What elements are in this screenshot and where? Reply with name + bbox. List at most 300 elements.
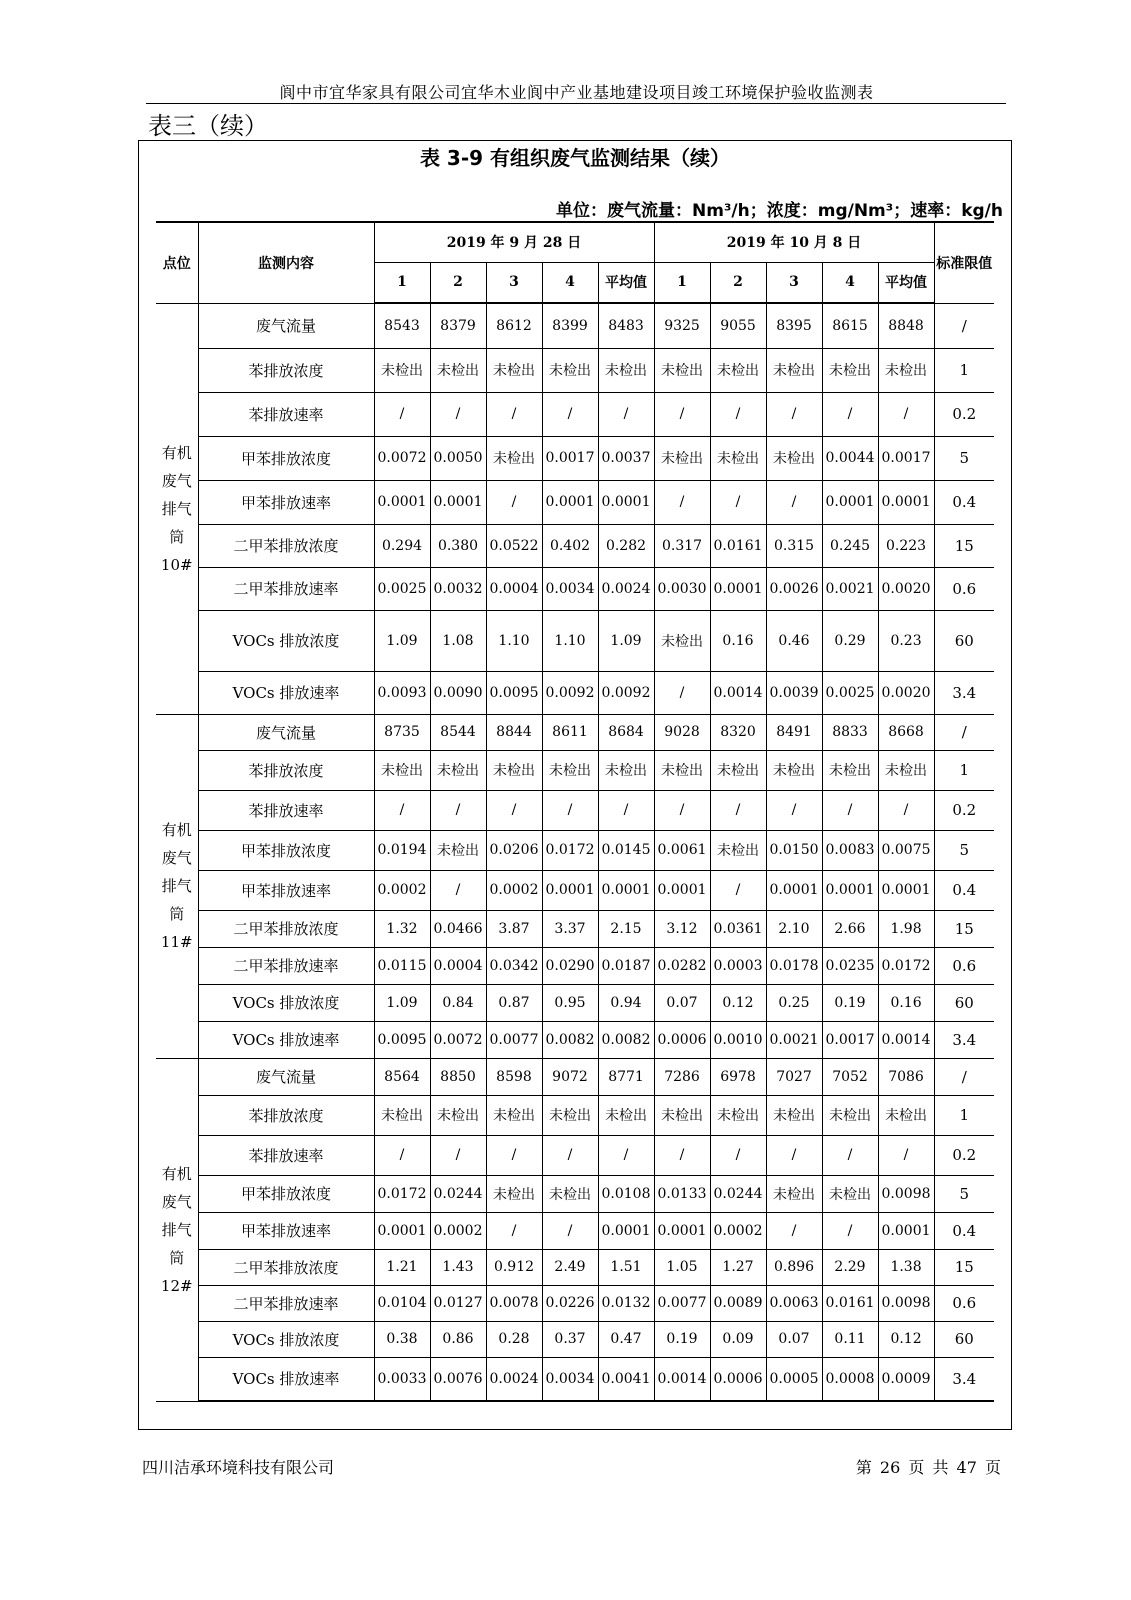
value-cell: 0.0172	[878, 947, 934, 984]
header-sub: 1	[654, 262, 710, 303]
value-cell: 8844	[486, 714, 542, 750]
value-cell: /	[654, 790, 710, 830]
value-cell: 未检出	[654, 436, 710, 480]
table-row	[156, 392, 994, 436]
value-cell: /	[654, 480, 710, 524]
value-cell: 0.0034	[542, 567, 598, 610]
monitoring-point: 有机废气排气筒10#	[156, 303, 198, 714]
value-cell: 0.86	[430, 1321, 486, 1357]
table-row	[156, 910, 994, 947]
value-cell: /	[766, 1135, 822, 1175]
value-cell: 0.07	[654, 984, 710, 1021]
value-cell: 8399	[542, 303, 598, 348]
standard-limit: 5	[934, 436, 994, 480]
value-cell: 0.09	[710, 1321, 766, 1357]
value-cell: 未检出	[486, 750, 542, 790]
table-row	[156, 524, 994, 567]
value-cell: 0.94	[598, 984, 654, 1021]
value-cell: /	[486, 392, 542, 436]
table-body	[156, 303, 994, 1401]
value-cell: /	[598, 392, 654, 436]
value-cell: 0.19	[654, 1321, 710, 1357]
value-cell: 未检出	[374, 1095, 430, 1135]
value-cell: 0.0178	[766, 947, 822, 984]
monitoring-item: 甲苯排放浓度	[198, 830, 374, 870]
value-cell: 0.0082	[598, 1021, 654, 1058]
value-cell: /	[710, 870, 766, 910]
footer-page-number: 第 26 页 共 47 页	[855, 1458, 1001, 1477]
value-cell: 0.0002	[430, 1212, 486, 1249]
value-cell: 0.0095	[374, 1021, 430, 1058]
table-row	[156, 1095, 994, 1135]
value-cell: 0.282	[598, 524, 654, 567]
value-cell: 0.16	[878, 984, 934, 1021]
value-cell: 0.0002	[486, 870, 542, 910]
value-cell: 未检出	[374, 348, 430, 392]
value-cell: 0.0034	[542, 1357, 598, 1401]
value-cell: 0.0161	[822, 1285, 878, 1321]
value-cell: 0.315	[766, 524, 822, 567]
value-cell: 0.0194	[374, 830, 430, 870]
value-cell: 0.28	[486, 1321, 542, 1357]
value-cell: /	[654, 1135, 710, 1175]
header-sub: 3	[486, 262, 542, 303]
value-cell: 未检出	[766, 750, 822, 790]
table-row	[156, 610, 994, 671]
standard-limit: 3.4	[934, 1357, 994, 1401]
value-cell: 0.0032	[430, 567, 486, 610]
monitoring-item: VOCs 排放速率	[198, 1021, 374, 1058]
value-cell: 未检出	[766, 1175, 822, 1212]
value-cell: 8615	[822, 303, 878, 348]
table-row	[156, 1175, 994, 1212]
footer-company: 四川洁承环境科技有限公司	[142, 1458, 335, 1477]
value-cell: /	[542, 1212, 598, 1249]
table-row	[156, 870, 994, 910]
monitoring-item: 苯排放速率	[198, 392, 374, 436]
value-cell: 0.0092	[542, 671, 598, 714]
header-sub: 4	[822, 262, 878, 303]
monitoring-item: 废气流量	[198, 303, 374, 348]
table-row	[156, 1212, 994, 1249]
value-cell: 0.0001	[710, 567, 766, 610]
value-cell: 8395	[766, 303, 822, 348]
monitoring-item: 甲苯排放速率	[198, 480, 374, 524]
value-cell: /	[430, 392, 486, 436]
value-cell: 0.0037	[598, 436, 654, 480]
value-cell: 0.0001	[878, 1212, 934, 1249]
value-cell: 0.0021	[822, 567, 878, 610]
value-cell: 0.0044	[822, 436, 878, 480]
value-cell: /	[430, 1135, 486, 1175]
value-cell: 0.0150	[766, 830, 822, 870]
value-cell: 2.29	[822, 1249, 878, 1285]
value-cell: 6978	[710, 1058, 766, 1095]
standard-limit: 1	[934, 750, 994, 790]
monitoring-item: 二甲苯排放浓度	[198, 910, 374, 947]
monitoring-item: VOCs 排放速率	[198, 671, 374, 714]
value-cell: /	[766, 1212, 822, 1249]
value-cell: 7286	[654, 1058, 710, 1095]
standard-limit: 0.6	[934, 947, 994, 984]
value-cell: 0.0001	[598, 480, 654, 524]
value-cell: /	[598, 790, 654, 830]
value-cell: 0.0001	[654, 1212, 710, 1249]
value-cell: 未检出	[710, 750, 766, 790]
monitoring-item: 苯排放浓度	[198, 750, 374, 790]
value-cell: 1.10	[486, 610, 542, 671]
value-cell: 1.43	[430, 1249, 486, 1285]
value-cell: 8833	[822, 714, 878, 750]
standard-limit: 0.2	[934, 1135, 994, 1175]
value-cell: 0.0342	[486, 947, 542, 984]
value-cell: 0.0132	[598, 1285, 654, 1321]
value-cell: 未检出	[598, 348, 654, 392]
value-cell: 0.0235	[822, 947, 878, 984]
value-cell: 1.09	[374, 984, 430, 1021]
standard-limit: 15	[934, 524, 994, 567]
value-cell: 8483	[598, 303, 654, 348]
monitoring-point: 有机废气排气筒12#	[156, 1058, 198, 1401]
value-cell: /	[542, 392, 598, 436]
value-cell: 0.29	[822, 610, 878, 671]
value-cell: 8598	[486, 1058, 542, 1095]
header-date-2: 2019 年 10 月 8 日	[654, 222, 934, 262]
monitoring-item: 苯排放速率	[198, 1135, 374, 1175]
table-row	[156, 750, 994, 790]
value-cell: 未检出	[486, 348, 542, 392]
table-row	[156, 1321, 994, 1357]
value-cell: 0.0076	[430, 1357, 486, 1401]
value-cell: 0.0001	[598, 870, 654, 910]
value-cell: 0.317	[654, 524, 710, 567]
monitoring-item: 苯排放速率	[198, 790, 374, 830]
value-cell: 0.0041	[598, 1357, 654, 1401]
monitoring-item: VOCs 排放浓度	[198, 610, 374, 671]
value-cell: 0.0104	[374, 1285, 430, 1321]
monitoring-item: 二甲苯排放速率	[198, 567, 374, 610]
value-cell: 0.12	[710, 984, 766, 1021]
value-cell: 未检出	[878, 1095, 934, 1135]
monitoring-item: 苯排放浓度	[198, 348, 374, 392]
value-cell: 0.0039	[766, 671, 822, 714]
value-cell: 未检出	[654, 348, 710, 392]
value-cell: 未检出	[878, 348, 934, 392]
value-cell: 1.32	[374, 910, 430, 947]
value-cell: 0.0004	[486, 567, 542, 610]
monitoring-item: 二甲苯排放浓度	[198, 1249, 374, 1285]
value-cell: /	[486, 1212, 542, 1249]
table-row	[156, 1058, 994, 1095]
value-cell: 0.0001	[878, 870, 934, 910]
value-cell: 1.38	[878, 1249, 934, 1285]
table-row	[156, 790, 994, 830]
value-cell: 1.09	[374, 610, 430, 671]
value-cell: 0.0014	[710, 671, 766, 714]
value-cell: /	[374, 1135, 430, 1175]
value-cell: 0.0014	[878, 1021, 934, 1058]
value-cell: /	[374, 392, 430, 436]
table-row	[156, 1249, 994, 1285]
value-cell: 0.0014	[654, 1357, 710, 1401]
value-cell: 0.0001	[542, 480, 598, 524]
table-row	[156, 984, 994, 1021]
value-cell: 1.27	[710, 1249, 766, 1285]
monitoring-point: 有机废气排气筒11#	[156, 714, 198, 1058]
value-cell: 0.0033	[374, 1357, 430, 1401]
unit-note: 单位：废气流量：Nm³/h；浓度：mg/Nm³；速率：kg/h	[556, 201, 1003, 221]
value-cell: 未检出	[822, 750, 878, 790]
monitoring-item: 废气流量	[198, 714, 374, 750]
value-cell: /	[710, 480, 766, 524]
value-cell: 0.0006	[654, 1021, 710, 1058]
value-cell: 未检出	[486, 1175, 542, 1212]
value-cell: 0.0361	[710, 910, 766, 947]
value-cell: 0.0001	[822, 870, 878, 910]
value-cell: 0.0095	[486, 671, 542, 714]
value-cell: 9055	[710, 303, 766, 348]
value-cell: 0.223	[878, 524, 934, 567]
value-cell: 0.0004	[430, 947, 486, 984]
value-cell: /	[766, 480, 822, 524]
value-cell: /	[654, 392, 710, 436]
value-cell: 0.16	[710, 610, 766, 671]
standard-limit: 1	[934, 1095, 994, 1135]
value-cell: /	[542, 1135, 598, 1175]
value-cell: 0.0078	[486, 1285, 542, 1321]
value-cell: 未检出	[654, 750, 710, 790]
value-cell: 未检出	[710, 1095, 766, 1135]
header-sub: 2	[710, 262, 766, 303]
monitoring-item: 甲苯排放浓度	[198, 436, 374, 480]
standard-limit: 15	[934, 910, 994, 947]
table-row	[156, 348, 994, 392]
value-cell: 8612	[486, 303, 542, 348]
value-cell: 未检出	[710, 830, 766, 870]
table-row	[156, 436, 994, 480]
value-cell: 0.0093	[374, 671, 430, 714]
standard-limit: 0.2	[934, 392, 994, 436]
value-cell: /	[766, 392, 822, 436]
value-cell: 0.0133	[654, 1175, 710, 1212]
value-cell: 未检出	[878, 750, 934, 790]
header-point: 点位	[156, 222, 198, 303]
header-sub: 平均值	[598, 262, 654, 303]
value-cell: /	[822, 1212, 878, 1249]
value-cell: 0.37	[542, 1321, 598, 1357]
standard-limit: 60	[934, 1321, 994, 1357]
value-cell: 0.0244	[430, 1175, 486, 1212]
value-cell: 未检出	[710, 348, 766, 392]
value-cell: 0.294	[374, 524, 430, 567]
monitoring-item: 二甲苯排放浓度	[198, 524, 374, 567]
value-cell: 7086	[878, 1058, 934, 1095]
value-cell: 8544	[430, 714, 486, 750]
table-row	[156, 1135, 994, 1175]
value-cell: 0.0025	[374, 567, 430, 610]
value-cell: /	[430, 790, 486, 830]
value-cell: 0.0008	[822, 1357, 878, 1401]
standard-limit: 15	[934, 1249, 994, 1285]
value-cell: 0.0002	[374, 870, 430, 910]
value-cell: 0.402	[542, 524, 598, 567]
value-cell: /	[374, 790, 430, 830]
value-cell: 未检出	[486, 1095, 542, 1135]
value-cell: 未检出	[822, 1175, 878, 1212]
value-cell: /	[878, 392, 934, 436]
value-cell: 0.95	[542, 984, 598, 1021]
value-cell: 未检出	[598, 1095, 654, 1135]
standard-limit: 5	[934, 1175, 994, 1212]
value-cell: 0.0244	[710, 1175, 766, 1212]
header-date-1: 2019 年 9 月 28 日	[374, 222, 654, 262]
monitoring-item: 二甲苯排放速率	[198, 947, 374, 984]
value-cell: 2.10	[766, 910, 822, 947]
value-cell: 0.0009	[878, 1357, 934, 1401]
value-cell: 1.05	[654, 1249, 710, 1285]
value-cell: 未检出	[542, 1095, 598, 1135]
value-cell: 0.0006	[710, 1357, 766, 1401]
value-cell: 7027	[766, 1058, 822, 1095]
value-cell: 2.49	[542, 1249, 598, 1285]
value-cell: 0.0226	[542, 1285, 598, 1321]
value-cell: 0.0020	[878, 671, 934, 714]
value-cell: 未检出	[486, 436, 542, 480]
value-cell: 8850	[430, 1058, 486, 1095]
value-cell: 0.0077	[654, 1285, 710, 1321]
value-cell: /	[654, 671, 710, 714]
value-cell: /	[878, 790, 934, 830]
value-cell: 0.0072	[430, 1021, 486, 1058]
value-cell: /	[598, 1135, 654, 1175]
monitoring-item: 废气流量	[198, 1058, 374, 1095]
value-cell: 0.23	[878, 610, 934, 671]
value-cell: 8848	[878, 303, 934, 348]
value-cell: 0.0017	[878, 436, 934, 480]
value-cell: /	[486, 480, 542, 524]
standard-limit: 3.4	[934, 1021, 994, 1058]
header-limit: 标准限值	[934, 222, 994, 303]
monitoring-item: 二甲苯排放速率	[198, 1285, 374, 1321]
value-cell: 未检出	[542, 348, 598, 392]
value-cell: 0.0001	[822, 480, 878, 524]
value-cell: 0.0024	[486, 1357, 542, 1401]
value-cell: 0.0466	[430, 910, 486, 947]
value-cell: 0.47	[598, 1321, 654, 1357]
value-cell: 2.15	[598, 910, 654, 947]
value-cell: 0.0090	[430, 671, 486, 714]
value-cell: 0.896	[766, 1249, 822, 1285]
value-cell: /	[430, 870, 486, 910]
value-cell: 0.0001	[374, 480, 430, 524]
value-cell: 未检出	[430, 750, 486, 790]
value-cell: 0.0098	[878, 1285, 934, 1321]
value-cell: 7052	[822, 1058, 878, 1095]
value-cell: 0.380	[430, 524, 486, 567]
value-cell: 8379	[430, 303, 486, 348]
value-cell: 2.66	[822, 910, 878, 947]
value-cell: 8491	[766, 714, 822, 750]
value-cell: /	[486, 1135, 542, 1175]
header-sub: 平均值	[878, 262, 934, 303]
value-cell: 0.87	[486, 984, 542, 1021]
standard-limit: 1	[934, 348, 994, 392]
table-row	[156, 830, 994, 870]
value-cell: 0.46	[766, 610, 822, 671]
value-cell: 0.0522	[486, 524, 542, 567]
table-row	[156, 1285, 994, 1321]
value-cell: 0.0001	[654, 870, 710, 910]
table-row	[156, 303, 994, 348]
value-cell: 0.0030	[654, 567, 710, 610]
value-cell: 8771	[598, 1058, 654, 1095]
value-cell: 3.12	[654, 910, 710, 947]
value-cell: 0.07	[766, 1321, 822, 1357]
standard-limit: /	[934, 1058, 994, 1095]
value-cell: 0.0098	[878, 1175, 934, 1212]
value-cell: 未检出	[654, 610, 710, 671]
document-header-title: 阆中市宜华家具有限公司宜华木业阆中产业基地建设项目竣工环境保护验收监测表	[279, 83, 874, 102]
value-cell: 0.0108	[598, 1175, 654, 1212]
value-cell: 0.0017	[822, 1021, 878, 1058]
table-row	[156, 1357, 994, 1401]
value-cell: /	[486, 790, 542, 830]
standard-limit: /	[934, 303, 994, 348]
value-cell: 0.0206	[486, 830, 542, 870]
value-cell: 0.0089	[710, 1285, 766, 1321]
value-cell: 1.98	[878, 910, 934, 947]
value-cell: 0.912	[486, 1249, 542, 1285]
value-cell: 0.0083	[822, 830, 878, 870]
value-cell: /	[710, 790, 766, 830]
value-cell: 8668	[878, 714, 934, 750]
value-cell: 未检出	[822, 348, 878, 392]
value-cell: 0.0063	[766, 1285, 822, 1321]
value-cell: 0.0002	[710, 1212, 766, 1249]
value-cell: 0.0077	[486, 1021, 542, 1058]
header-divider	[146, 103, 1006, 104]
header-sub: 3	[766, 262, 822, 303]
value-cell: 0.0021	[766, 1021, 822, 1058]
standard-limit: 0.6	[934, 567, 994, 610]
value-cell: 0.0017	[542, 436, 598, 480]
value-cell: 0.0145	[598, 830, 654, 870]
table-row	[156, 1021, 994, 1058]
value-cell: 3.87	[486, 910, 542, 947]
value-cell: /	[710, 1135, 766, 1175]
standard-limit: 3.4	[934, 671, 994, 714]
value-cell: 未检出	[710, 436, 766, 480]
value-cell: 0.0020	[878, 567, 934, 610]
monitoring-item: VOCs 排放浓度	[198, 984, 374, 1021]
value-cell: 0.0001	[766, 870, 822, 910]
value-cell: 未检出	[430, 1095, 486, 1135]
value-cell: 0.0282	[654, 947, 710, 984]
value-cell: /	[822, 1135, 878, 1175]
value-cell: 0.0001	[542, 870, 598, 910]
header-sub: 1	[374, 262, 430, 303]
standard-limit: 0.4	[934, 870, 994, 910]
value-cell: 0.84	[430, 984, 486, 1021]
value-cell: 0.0010	[710, 1021, 766, 1058]
monitoring-item: 甲苯排放速率	[198, 870, 374, 910]
value-cell: 未检出	[654, 1095, 710, 1135]
header-content: 监测内容	[198, 222, 374, 303]
value-cell: 未检出	[766, 348, 822, 392]
value-cell: 1.08	[430, 610, 486, 671]
value-cell: 0.0127	[430, 1285, 486, 1321]
value-cell: 8684	[598, 714, 654, 750]
